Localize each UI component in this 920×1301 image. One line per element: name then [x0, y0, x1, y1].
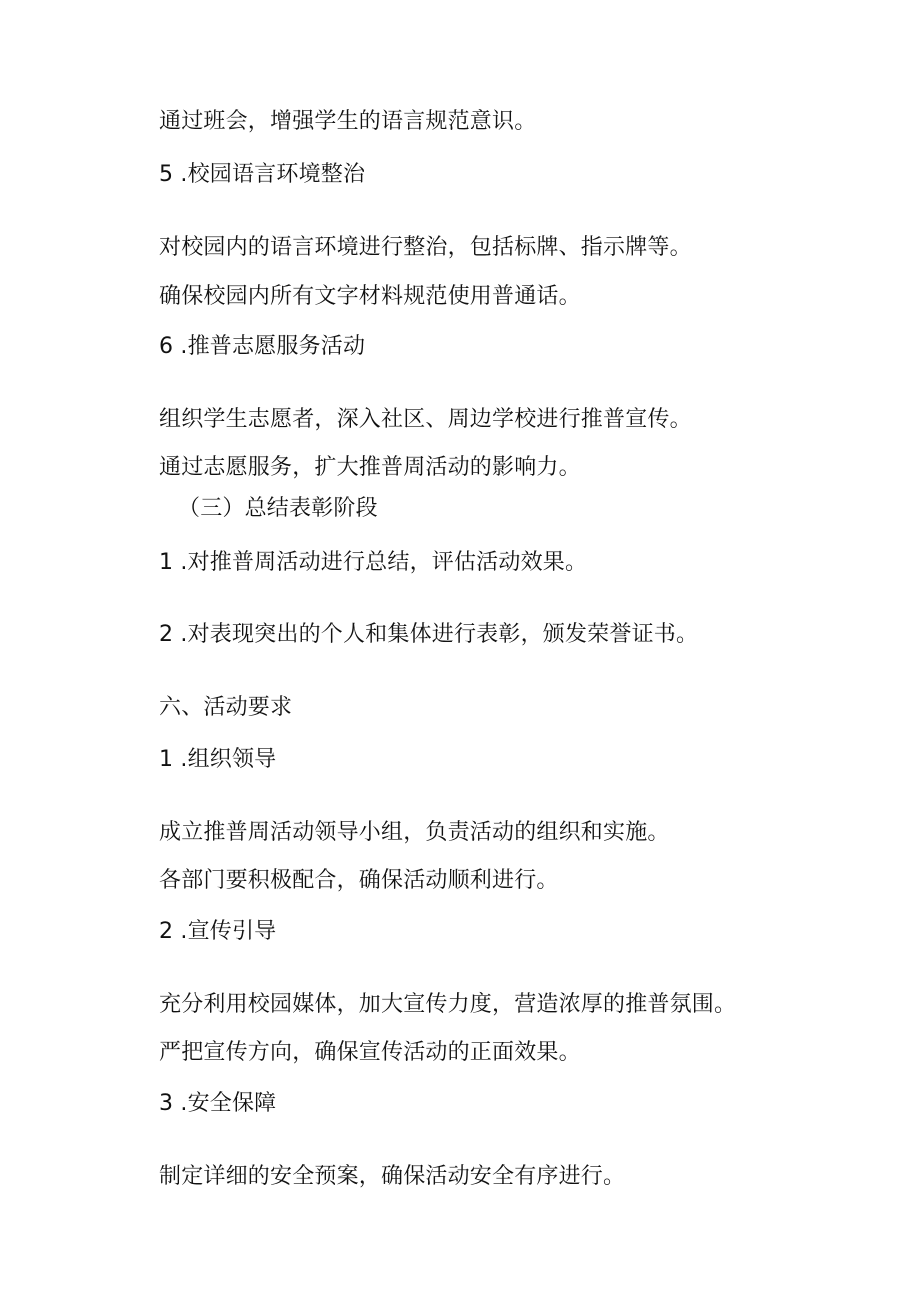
phase-heading: （三）总结表彰阶段: [178, 496, 378, 521]
paragraph-line: 严把宣传方向，确保宣传活动的正面效果。: [159, 1040, 581, 1065]
section-heading-3: 3 .安全保障: [159, 1091, 277, 1116]
paragraph-line: 制定详细的安全预案，确保活动安全有序进行。: [159, 1164, 626, 1189]
section-heading-5: 5 .校园语言环境整治: [159, 162, 366, 187]
paragraph-line: 充分利用校园媒体，加大宣传力度，营造浓厚的推普氛围。: [159, 992, 737, 1017]
paragraph-line: 确保校园内所有文字材料规范使用普通话。: [159, 284, 581, 309]
list-item: 2 .对表现突出的个人和集体进行表彰，颁发荣誉证书。: [159, 622, 699, 647]
paragraph-line: 对校园内的语言环境进行整治，包括标牌、指示牌等。: [159, 235, 692, 260]
paragraph-line: 成立推普周活动领导小组，负责活动的组织和实施。: [159, 820, 670, 845]
paragraph-line: 各部门要积极配合，确保活动顺利进行。: [159, 868, 559, 893]
paragraph-line: 通过志愿服务，扩大推普周活动的影响力。: [159, 455, 581, 480]
section-heading-2: 2 .宣传引导: [159, 919, 277, 944]
list-item: 1 .对推普周活动进行总结，评估活动效果。: [159, 550, 588, 575]
paragraph-line: 通过班会，增强学生的语言规范意识。: [159, 109, 537, 134]
paragraph-line: 组织学生志愿者，深入社区、周边学校进行推普宣传。: [159, 407, 692, 432]
section-heading-6: 6 .推普志愿服务活动: [159, 334, 366, 359]
chapter-heading: 六、活动要求: [159, 695, 293, 720]
section-heading-1: 1 .组织领导: [159, 747, 277, 772]
